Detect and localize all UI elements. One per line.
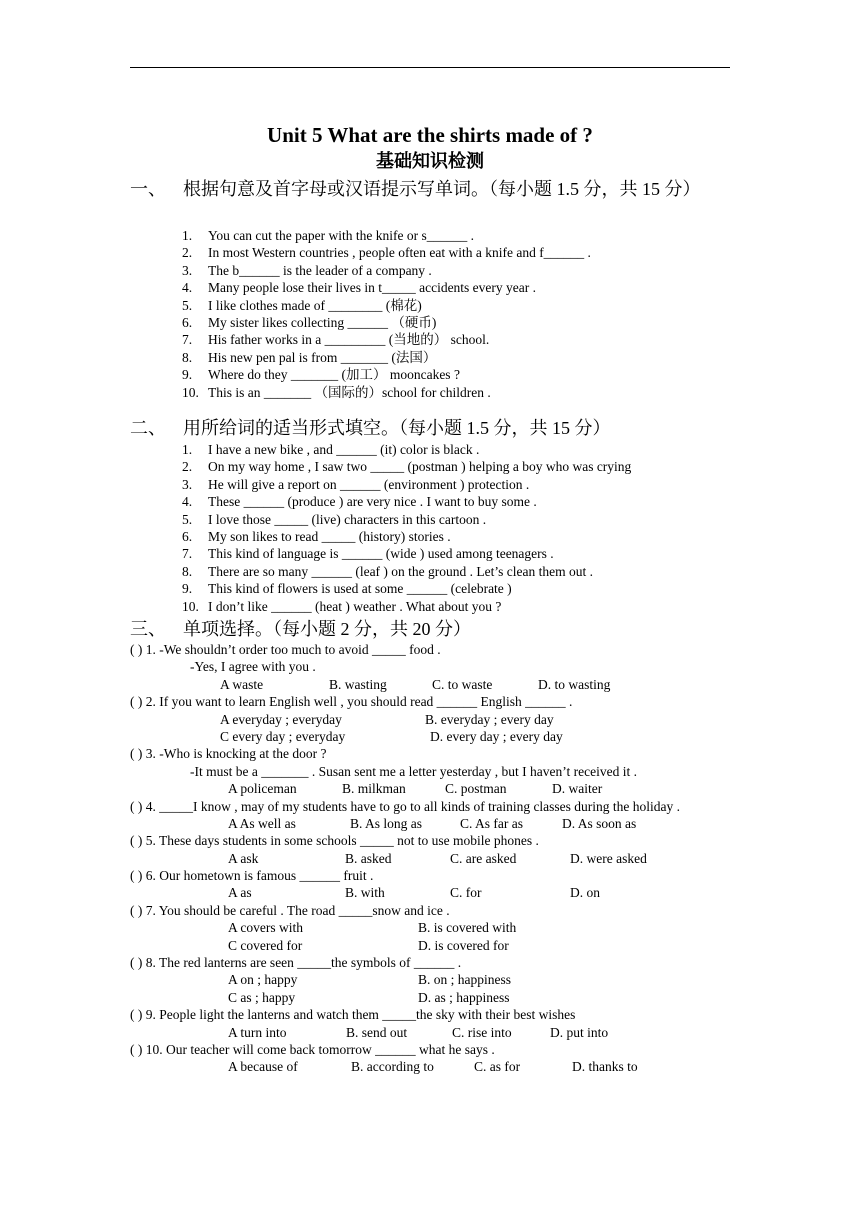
option-row (130, 1024, 735, 1041)
question-4 (130, 798, 735, 833)
question-10 (130, 1041, 735, 1076)
list-item: 1. You can cut the paper with the knife or s______ . (182, 228, 474, 243)
section-2-items (182, 441, 742, 615)
list-item: 8. There are so many ______ (leaf ) on the ground . Let’s clean them out . (182, 563, 594, 579)
question-9 (130, 1006, 735, 1041)
option-b: B. with (345, 885, 385, 901)
option-a: A because of (228, 1059, 298, 1075)
option-c: C every day ; everyday (220, 728, 346, 744)
list-item: 9. This kind of flowers is used at some ______ (celebrate ) (182, 581, 512, 597)
option-c: C. rise into (452, 1024, 512, 1040)
option-a: A as (228, 885, 252, 901)
option-b: B. is covered with (418, 920, 517, 936)
question-stem: ( ) 6. Our hometown is famous ______ fruit . (130, 868, 374, 884)
question-6 (130, 867, 735, 902)
section-number: 三、 (130, 619, 166, 639)
option-row (130, 780, 735, 797)
option-d: D. every day ; every day (430, 728, 563, 744)
question-2 (130, 693, 735, 745)
section-instruction: 用所给词的适当形式填空。（每小题 1.5 分，共 15 分） (183, 418, 611, 438)
option-c: C. are asked (450, 850, 517, 866)
option-d: D. as ; happiness (418, 989, 510, 1005)
list-item: 2. On my way home , I saw two _____ (postman ) helping a boy who was crying (182, 459, 632, 475)
option-row (130, 676, 735, 693)
option-a: A ask (228, 850, 259, 866)
option-d: D. is covered for (418, 937, 509, 953)
question-continuation: -Yes, I agree with you . (190, 659, 316, 675)
list-item: 7. His father works in a _________ (当地的） school. (182, 332, 490, 348)
option-row (130, 850, 735, 867)
option-c: C as ; happy (228, 989, 296, 1005)
question-3 (130, 745, 735, 797)
list-item: 6. My son likes to read _____ (history) stories . (182, 528, 451, 544)
option-c: C. as for (474, 1059, 521, 1075)
option-a: A on ; happy (228, 972, 298, 988)
option-c: C. to waste (432, 676, 493, 692)
question-stem: ( ) 4. _____I know , may of my students have to go to all kinds of training classes during the holiday . (130, 798, 681, 814)
option-b: B. according to (351, 1059, 434, 1075)
option-a: A As well as (228, 815, 296, 831)
question-7 (130, 902, 735, 954)
option-a: A policeman (228, 781, 297, 797)
option-row (130, 711, 735, 728)
question-stem: ( ) 1. -We shouldn’t order too much to avoid _____ food . (130, 642, 441, 657)
question-8 (130, 954, 735, 1006)
option-a: A everyday ; everyday (220, 711, 342, 727)
list-item: 9. Where do they _______ (加工） mooncakes ? (182, 367, 460, 383)
question-stem: ( ) 8. The red lanterns are seen _____the symbols of ______ . (130, 955, 462, 971)
option-row (130, 1058, 735, 1075)
option-d: D. were asked (570, 850, 647, 866)
question-stem: ( ) 10. Our teacher will come back tomorrow ______ what he says . (130, 1042, 495, 1057)
list-item: 5. I like clothes made of ________ (棉花) (182, 297, 422, 313)
question-stem: ( ) 2. If you want to learn English well , you should read ______ English ______ . (130, 694, 573, 710)
list-item: 4. Many people lose their lives in t_____ accidents every year . (182, 280, 537, 296)
list-item: 2. In most Western countries , people often eat with a knife and f______ . (182, 245, 591, 261)
option-row (130, 884, 735, 901)
question-stem: ( ) 5. These days students in some schools _____ not to use mobile phones . (130, 833, 539, 849)
option-d: D. put into (550, 1024, 609, 1040)
option-row (130, 815, 735, 832)
option-d: D. to wasting (538, 676, 611, 692)
option-b: B. everyday ; every day (425, 711, 554, 727)
option-b: B. As long as (350, 815, 423, 831)
list-item: 5. I love those _____ (live) characters in this cartoon . (182, 511, 487, 527)
list-item: 10. This is an _______ （国际的）school for children . (182, 384, 491, 400)
section-2-heading (130, 416, 735, 440)
section-3-heading (130, 617, 735, 641)
section-1-items (182, 227, 742, 401)
option-row (130, 989, 735, 1006)
option-d: D. As soon as (562, 815, 637, 831)
section-instruction: 单项选择。（每小题 2 分，共 20 分） (183, 619, 471, 639)
question-stem: ( ) 3. -Who is knocking at the door ? (130, 746, 327, 762)
list-item: 10. I don’t like ______ (heat ) weather . What about you ? (182, 598, 502, 614)
option-row (130, 919, 735, 936)
option-c: C. As far as (460, 815, 523, 831)
option-b: B. send out (346, 1024, 408, 1040)
option-row (130, 937, 735, 954)
section-number: 一、 (130, 179, 166, 199)
option-d: D. on (570, 885, 600, 901)
list-item: 3. The b______ is the leader of a company . (182, 262, 432, 278)
question-5 (130, 832, 735, 867)
question-stem: ( ) 9. People light the lanterns and watch them _____the sky with their best wishes (130, 1007, 576, 1023)
option-row (130, 971, 735, 988)
option-a: A covers with (228, 920, 303, 936)
option-b: B. on ; happiness (418, 972, 511, 988)
list-item: 6. My sister likes collecting ______ （硬币) (182, 314, 437, 330)
multiple-choice-questions (130, 641, 735, 1076)
option-d: D. waiter (552, 781, 603, 797)
option-c: C. for (450, 885, 482, 901)
question-stem: ( ) 7. You should be careful . The road _____snow and ice . (130, 902, 450, 918)
page-subtitle: 基础知识检测 (376, 151, 484, 171)
option-c: C. postman (445, 781, 507, 797)
header-rule (130, 67, 730, 68)
question-1 (130, 641, 735, 693)
list-item: 4. These ______ (produce ) are very nice . I want to buy some . (182, 494, 537, 510)
question-continuation: -It must be a _______ . Susan sent me a letter yesterday , but I haven’t received it . (190, 763, 637, 779)
option-b: B. asked (345, 850, 392, 866)
option-b: B. wasting (329, 676, 387, 692)
list-item: 1. I have a new bike , and ______ (it) color is black . (182, 442, 480, 457)
section-instruction: 根据句意及首字母或汉语提示写单词。（每小题 1.5 分，共 15 分） (183, 179, 701, 199)
list-item: 7. This kind of language is ______ (wide ) used among teenagers . (182, 546, 554, 562)
option-b: B. milkman (342, 781, 406, 797)
page-title: Unit 5 What are the shirts made of ? (267, 123, 593, 147)
section-number: 二、 (130, 418, 166, 438)
list-item: 8. His new pen pal is from _______ (法国） (182, 349, 437, 365)
list-item: 3. He will give a report on ______ (environment ) protection . (182, 476, 530, 492)
option-a: A waste (220, 676, 264, 692)
option-a: A turn into (228, 1024, 287, 1040)
option-c: C covered for (228, 937, 303, 953)
section-1-heading (130, 177, 735, 201)
option-row (130, 728, 735, 745)
option-d: D. thanks to (572, 1059, 638, 1075)
